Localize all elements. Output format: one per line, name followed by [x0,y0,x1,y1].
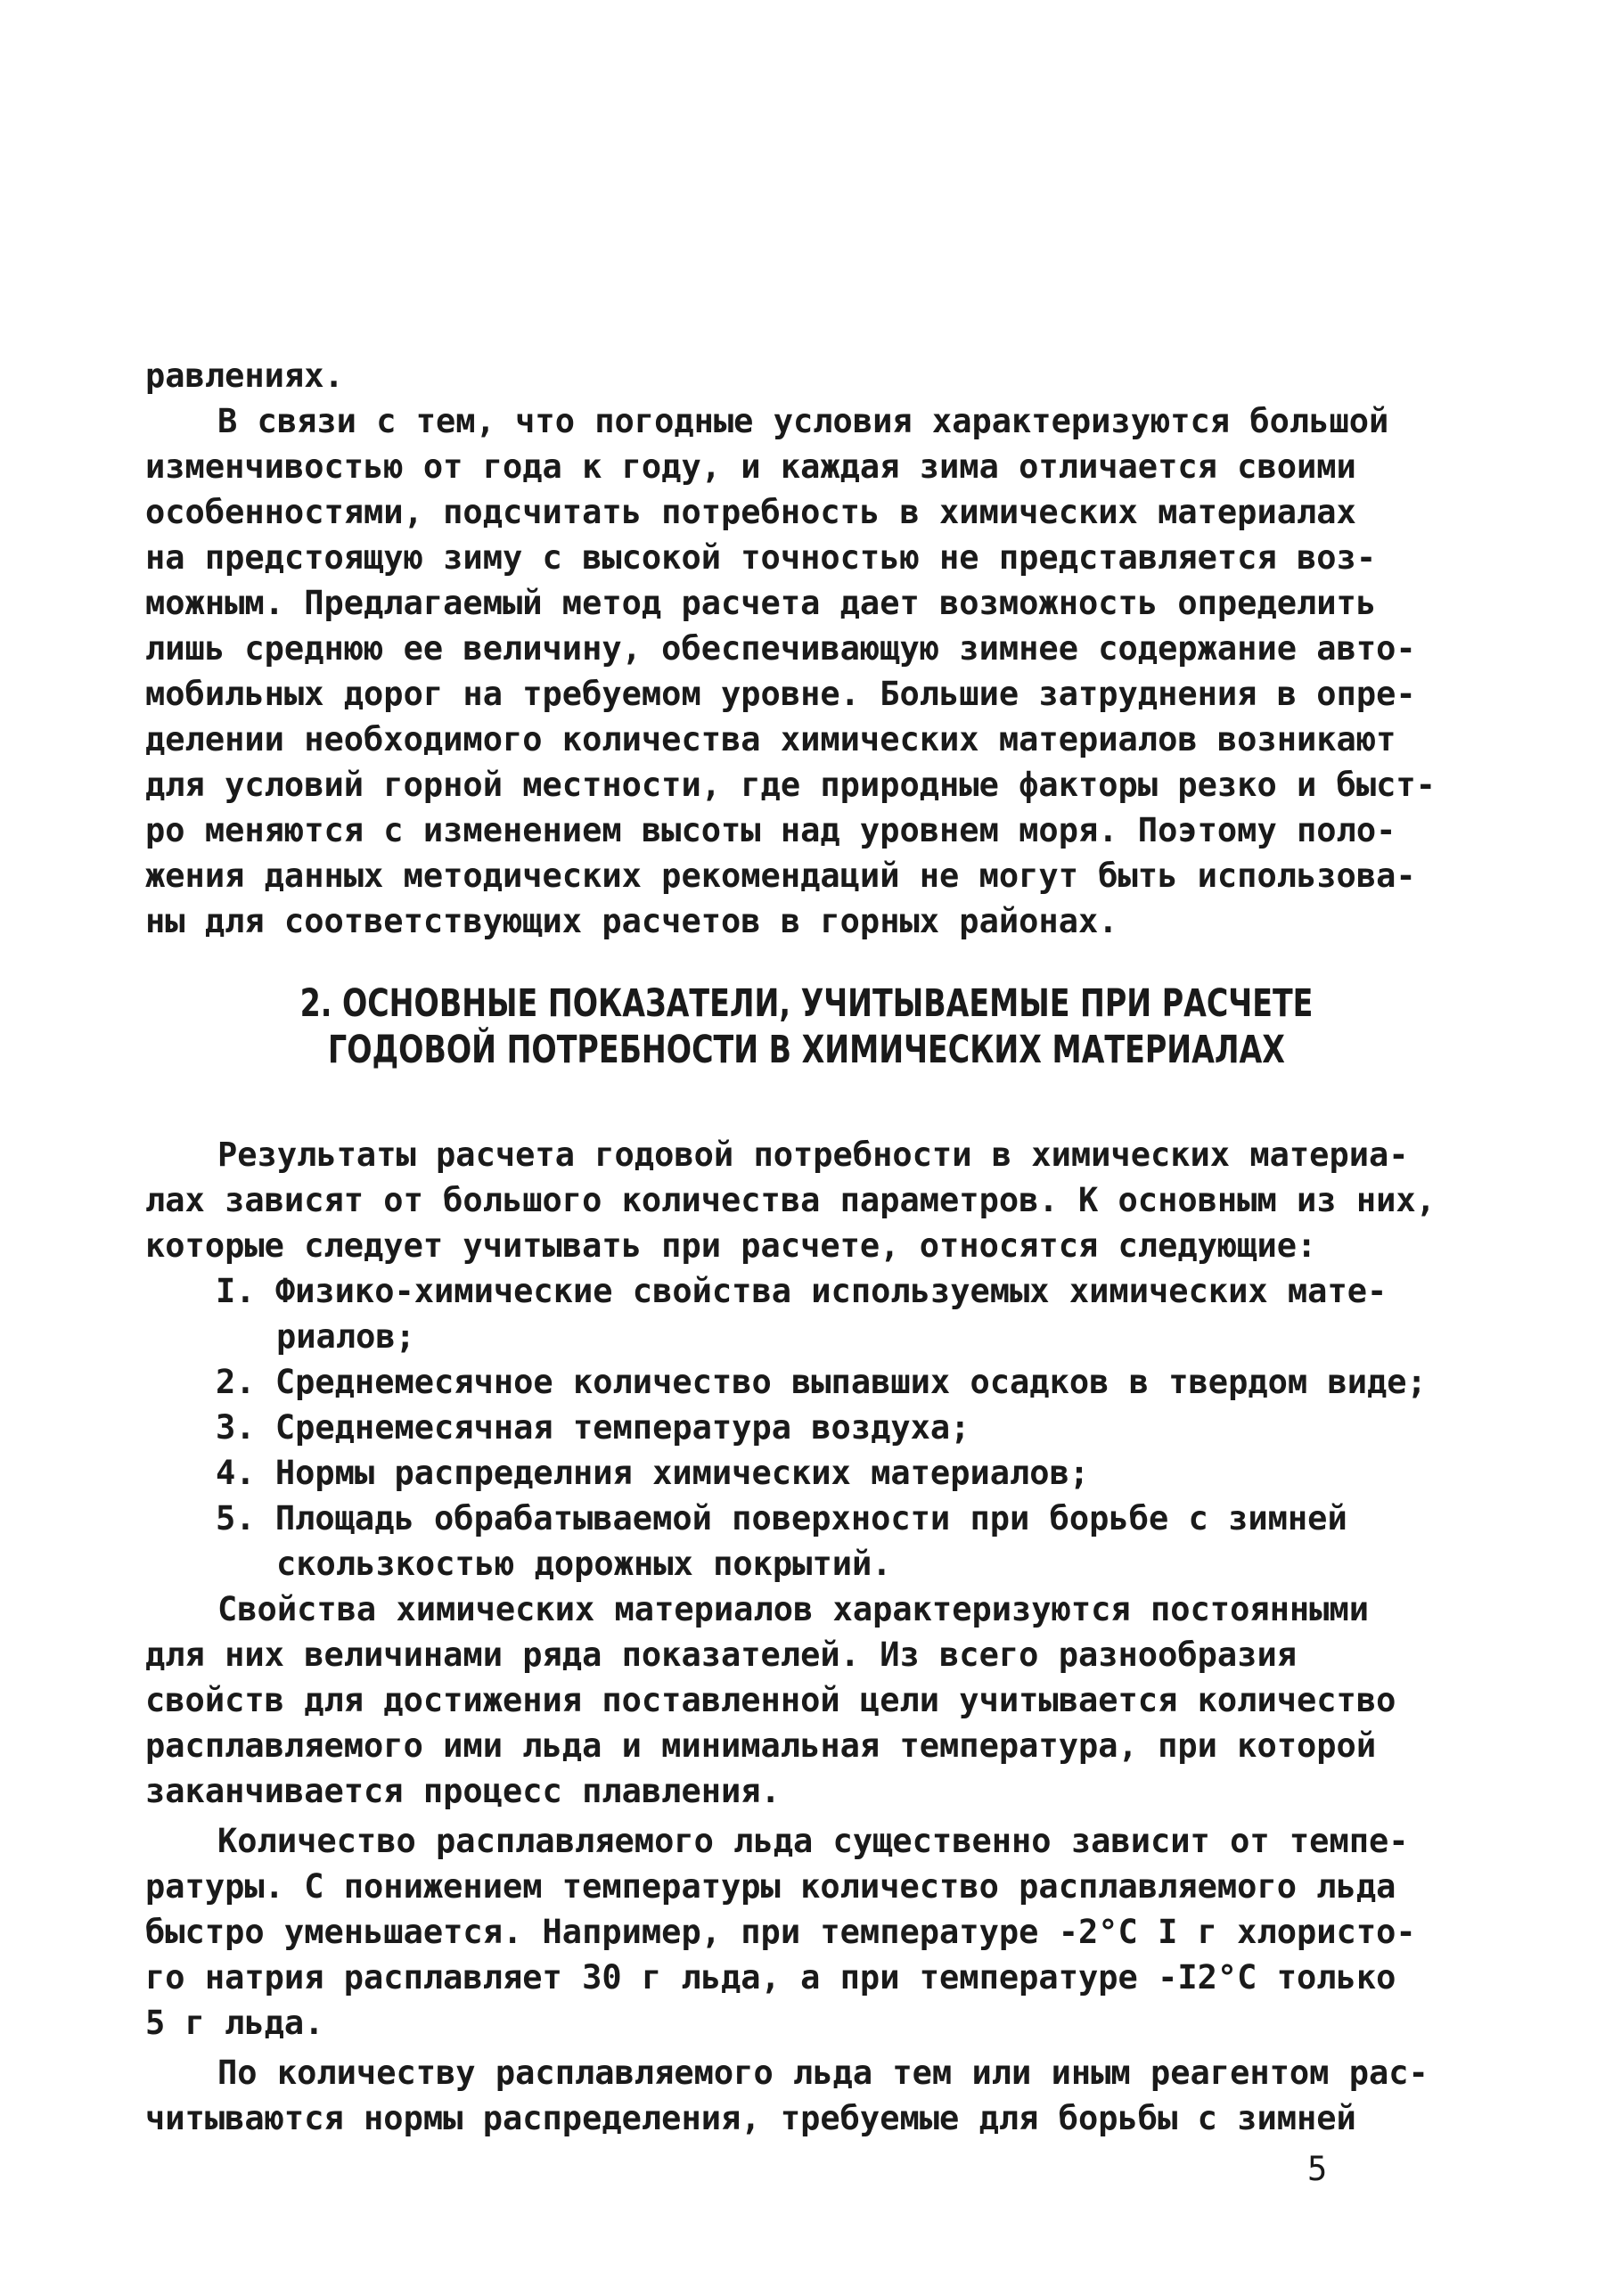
text-line: читываются нормы распределения, требуемые для борьбы с зимней [145,2099,1356,2137]
list-item-continuation: риалов; [276,1317,415,1356]
text-line: Свойства химических материалов характеризуются постоянными [217,1590,1370,1628]
text-line: го натрия расплавляет 30 г льда, а при температуре -I2°C только [145,1958,1396,1997]
text-line: заканчивается процесс плавления. [145,1772,781,1810]
text-line: Результаты расчета годовой потребности в химических материа- [217,1136,1409,1174]
text-line: изменчивостью от года к году, и каждая зима отличается своими [145,447,1356,486]
text-line: для них величинами ряда показателей. Из всего разнообразия [145,1636,1298,1674]
text-line: ро меняются с изменением высоты над уровнем моря. Поэтому поло- [145,811,1396,849]
text-line: лах зависят от большого количества параметров. К основным из них, [145,1181,1436,1219]
text-line: Количество расплавляемого льда существенно зависит от темпе- [217,1822,1409,1860]
text-line: особенностями, подсчитать потребность в химических материалах [145,493,1356,531]
text-line: свойств для достижения поставленной цели учитывается количество [145,1681,1396,1719]
text-line: быстро уменьшается. Например, при температуре -2°C I г хлористо- [145,1913,1416,1951]
list-item: 4. Нормы распределния химических материалов; [216,1454,1090,1492]
text-line: для условий горной местности, где природные факторы резко и быст- [145,766,1436,804]
text-line: По количеству расплавляемого льда тем или иным реагентом рас- [217,2054,1429,2092]
list-item: 3. Среднемесячная температура воздуха; [216,1408,970,1447]
section-heading: 2. ОСНОВНЫЕ ПОКАЗАТЕЛИ, УЧИТЫВАЕМЫЕ ПРИ РАСЧЕТЕ [299,980,1314,1026]
section-heading: ГОДОВОЙ ПОТРЕБНОСТИ В ХИМИЧЕСКИХ МАТЕРИАЛАХ [328,1027,1285,1072]
text-line: В связи с тем, что погодные условия характеризуются большой [217,402,1389,440]
text-line: мобильных дорог на требуемом уровне. Большие затруднения в опре- [145,675,1416,713]
text-line: ны для соответствующих расчетов в горных районах. [145,902,1118,940]
list-item: 2. Среднемесячное количество выпавших осадков в твердом виде; [216,1363,1427,1401]
text-line: лишь среднюю ее величину, обеспечивающую зимнее содержание авто- [145,629,1416,668]
text-line: ратуры. С понижением температуры количество расплавляемого льда [145,1867,1396,1906]
text-line: равлениях. [145,357,344,395]
page-number: 5 [1307,2150,1328,2188]
list-item: 5. Площадь обрабатываемой поверхности при борьбе с зимней [216,1499,1347,1538]
list-item: I. Физико-химические свойства используемых химических мате- [216,1272,1388,1310]
text-line: 5 г льда. [145,2004,324,2042]
text-line: расплавляемого ими льда и минимальная температура, при которой [145,1726,1377,1765]
text-line: на предстоящую зиму с высокой точностью не представляется воз- [145,538,1377,577]
text-line: которые следует учитывать при расчете, относятся следующие: [145,1226,1317,1265]
text-line: делении необходимого количества химических материалов возникают [145,720,1396,758]
text-line: можным. Предлагаемый метод расчета дает возможность определить [145,584,1377,622]
text-line: жения данных методических рекомендаций не могут быть использова- [145,857,1416,895]
list-item-continuation: скользкостью дорожных покрытий. [276,1545,892,1583]
